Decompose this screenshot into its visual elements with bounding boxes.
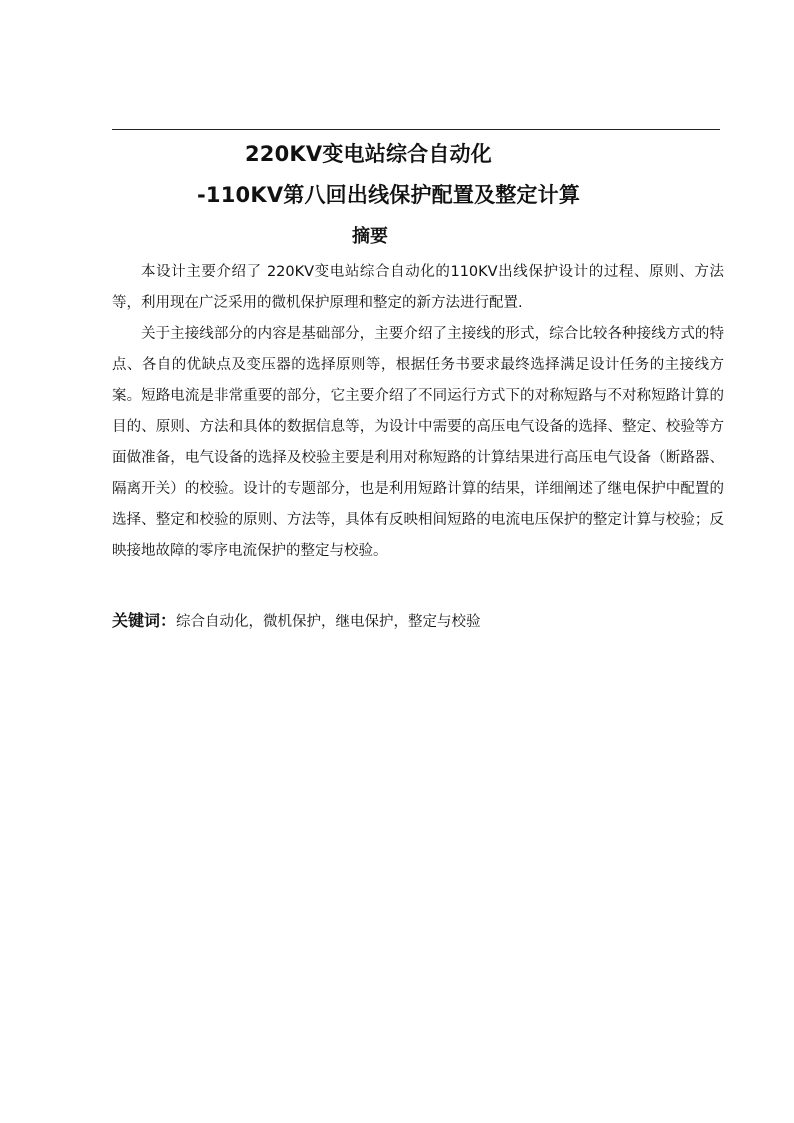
abstract-paragraph-1: 本设计主要介绍了 220KV变电站综合自动化的110KV出线保护设计的过程、原则、方法等，利用现在广泛采用的微机保护原理和整定的新方法进行配置. (112, 264, 724, 311)
abstract-body (112, 257, 724, 567)
header-rule (112, 129, 720, 130)
abstract-paragraph-2: 关于主接线部分的内容是基础部分，主要介绍了主接线的形式，综合比较各种接线方式的特点、各自的优缺点及变压器的选择原则等，根据任务书要求最终选择满足设计任务的主接线方案。短路电流是非常重要的部分，它主要介绍了不同运行方式下的对称短路与不对称短路计算的目的、原则、方法和具体的数据信息等，为设计中需要的高压电气设备的选择、整定、校验等方面做准备，电气设备的选择及校验主要是利用对称短路的计算结果进行高压电气设备（断路器、隔离开关）的校验。设计的专题部分，也是利用短路计算的结果，详细阐述了继电保护中配置的选择、整定和校验的原则、方法等，具体有反映相间短路的电流电压保护的整定计算与校验；反映接地故障的零序电流保护的整定与校验。 (112, 326, 724, 559)
keywords-label: 关键词： (112, 611, 177, 630)
keywords-line (112, 608, 481, 631)
abstract-heading: 摘要 (352, 226, 388, 247)
keywords-text: 综合自动化，微机保护，继电保护，整定与校验 (176, 614, 481, 630)
title-line-1: 220KV变电站综合自动化 (245, 142, 492, 166)
title-line-2: -110KV第八回出线保护配置及整定计算 (197, 183, 581, 207)
